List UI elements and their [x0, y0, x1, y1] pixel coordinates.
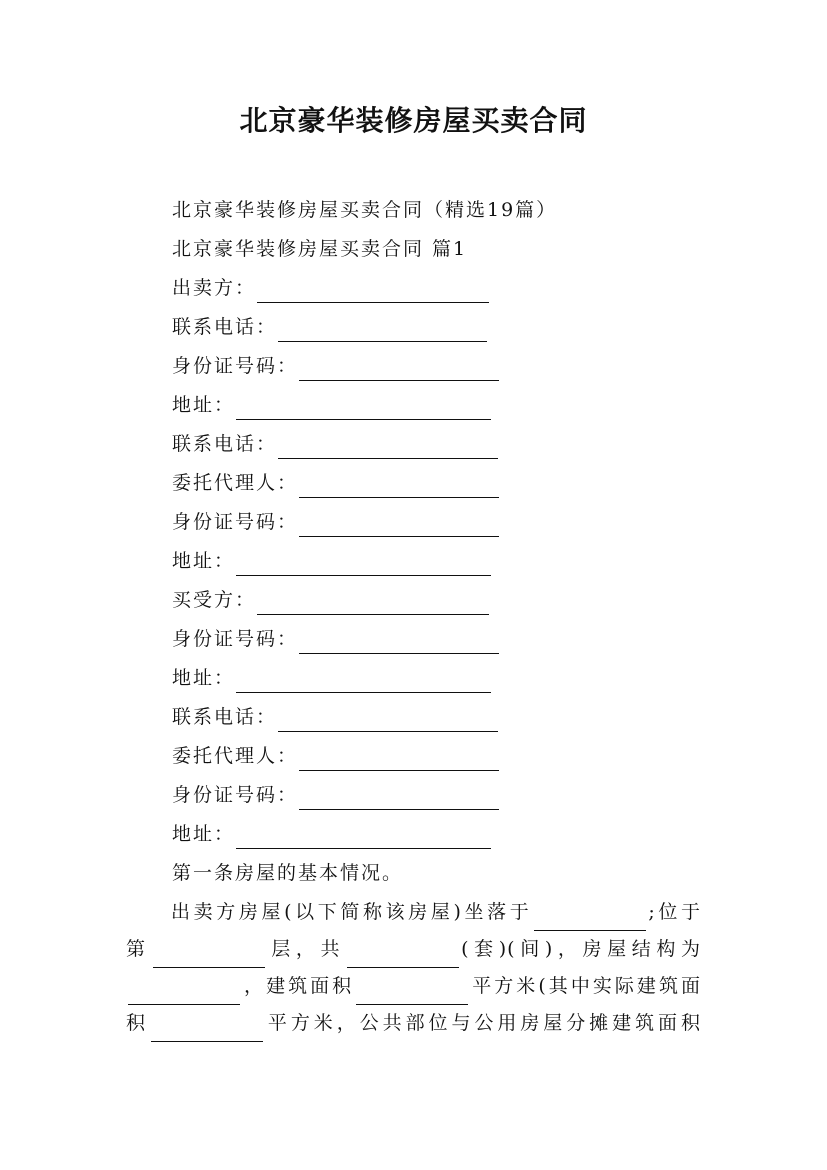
paragraph-text: 平方米(其中实际建筑面 [470, 975, 701, 997]
paragraph-text: ，建筑面积 [242, 975, 355, 997]
blank-line [299, 746, 499, 771]
field-seller-id [172, 351, 732, 390]
field-label: 身份证号码： [172, 628, 299, 650]
field-label: 地址： [172, 667, 236, 689]
subtitle-line: 北京豪华装修房屋买卖合同（精选19篇） [172, 199, 558, 221]
blank-line [278, 434, 498, 459]
paragraph-text: 积 [126, 1012, 149, 1034]
paragraph-text: 层，共 [266, 938, 346, 960]
field-label: 地址： [172, 550, 236, 572]
blank-line [257, 590, 489, 615]
blank-line [299, 512, 499, 537]
blank-line [153, 945, 265, 968]
field-label: 买受方： [172, 589, 257, 611]
blank-line [257, 278, 489, 303]
blank-line [278, 317, 487, 342]
article-heading-line: 北京豪华装修房屋买卖合同 篇1 [172, 238, 468, 260]
field-buyer [172, 585, 732, 624]
field-seller-agent [172, 468, 732, 507]
blank-line [128, 982, 240, 1005]
house-info-paragraph [126, 894, 701, 1042]
blank-line [236, 551, 491, 576]
field-label: 身份证号码： [172, 355, 299, 377]
blank-line [278, 707, 498, 732]
field-label: 身份证号码： [172, 511, 299, 533]
contract-header-lines [172, 195, 732, 897]
paragraph-line-4 [126, 1005, 701, 1042]
blank-line [236, 668, 491, 693]
field-seller [172, 273, 732, 312]
blank-line [299, 629, 499, 654]
field-seller-agent-id [172, 507, 732, 546]
blank-line [534, 908, 646, 931]
blank-line [236, 824, 491, 849]
blank-line [347, 945, 459, 968]
section-heading: 第一条房屋的基本情况。 [172, 862, 404, 884]
blank-line [151, 1019, 263, 1042]
field-buyer-id [172, 624, 732, 663]
field-label: 委托代理人： [172, 745, 299, 767]
field-buyer-address [172, 663, 732, 702]
field-buyer-agent-address [172, 819, 732, 858]
paragraph-text: (套)(间)，房屋结构为 [461, 938, 701, 960]
field-label: 委托代理人： [172, 472, 299, 494]
field-buyer-agent [172, 741, 732, 780]
field-label: 地址： [172, 394, 236, 416]
paragraph-text: 出卖方房屋(以下简称该房屋)坐落于 [171, 901, 533, 923]
field-buyer-agent-id [172, 780, 732, 819]
blank-line [299, 473, 499, 498]
blank-line [356, 982, 468, 1005]
field-seller-phone-2 [172, 429, 732, 468]
field-label: 联系电话： [172, 706, 278, 728]
paragraph-text: 平方米，公共部位与公用房屋分摊建筑面积 [264, 1012, 701, 1034]
paragraph-text: 第 [126, 938, 151, 960]
document-title: 北京豪华装修房屋买卖合同 [239, 104, 588, 137]
paragraph-text: ;位于 [648, 901, 701, 923]
field-seller-address [172, 390, 732, 429]
blank-line [299, 785, 499, 810]
paragraph-line-3 [126, 968, 701, 1005]
field-label: 出卖方： [172, 277, 257, 299]
field-label: 联系电话： [172, 433, 278, 455]
paragraph-line-2 [126, 931, 701, 968]
blank-line [299, 356, 499, 381]
blank-line [236, 395, 491, 420]
field-seller-phone [172, 312, 732, 351]
field-seller-agent-address [172, 546, 732, 585]
field-label: 地址： [172, 823, 236, 845]
field-buyer-phone [172, 702, 732, 741]
field-label: 身份证号码： [172, 784, 299, 806]
paragraph-line-1 [126, 894, 701, 931]
field-label: 联系电话： [172, 316, 278, 338]
